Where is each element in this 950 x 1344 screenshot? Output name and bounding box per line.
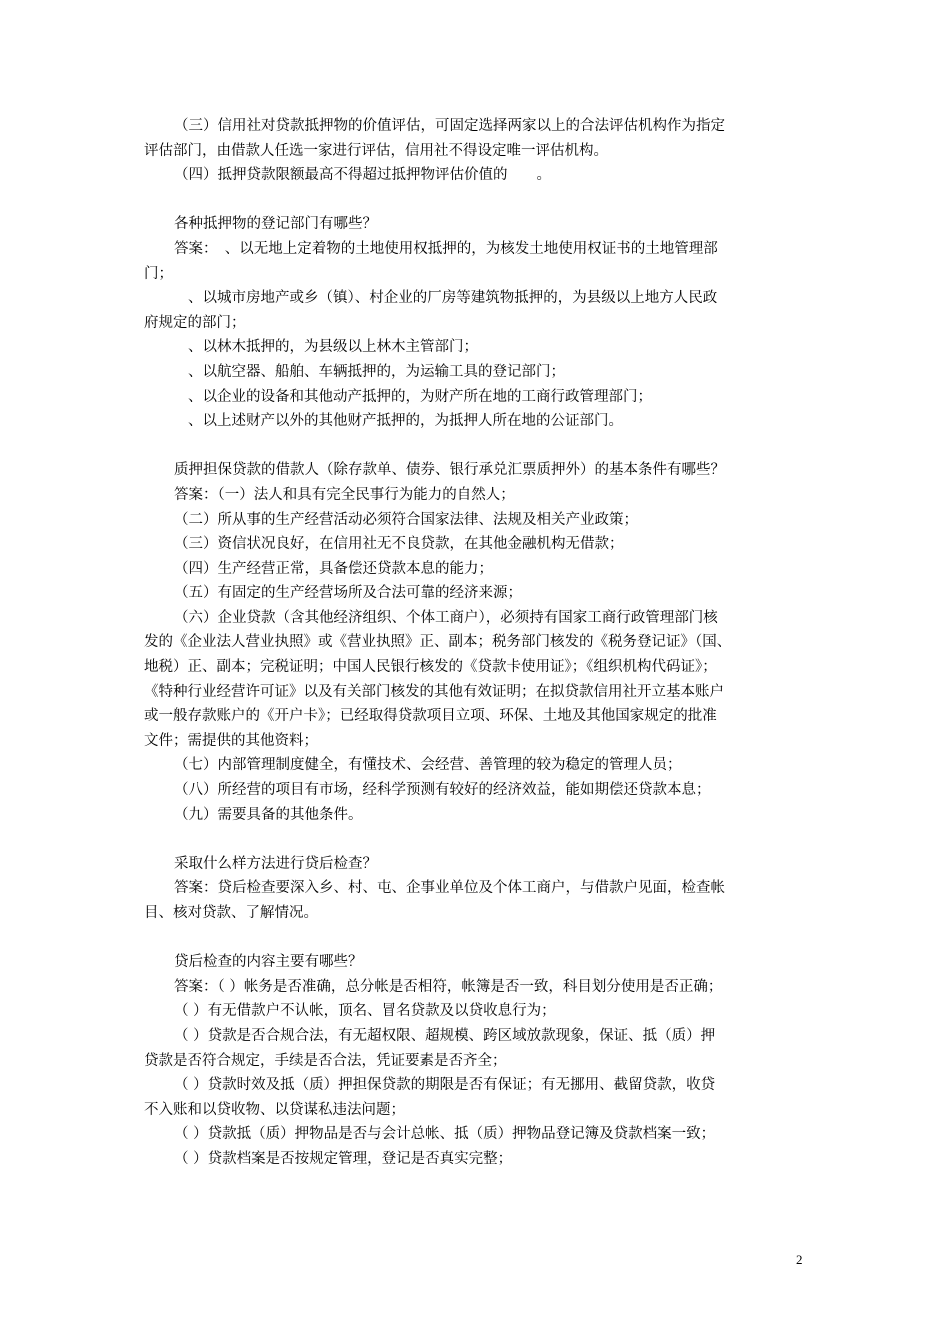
text-line: （九）需要具备的其他条件。 (174, 806, 363, 823)
text-line: 或一般存款账户的《开户卡》；已经取得贷款项目立项、环保、土地及其他国家规定的批准 (144, 708, 717, 725)
text-line: 府规定的部门； (144, 314, 246, 331)
text-line: 贷款是否符合规定，手续是否合法，凭证要素是否齐全； (144, 1052, 507, 1069)
text-line: （七）内部管理制度健全，有懂技术、会经营、善管理的较为稳定的管理人员； (174, 757, 682, 774)
text-line: 发的《企业法人营业执照》或《营业执照》正、副本；税务部门核发的《税务登记证》（国、 (144, 634, 732, 651)
text-line: 、以城市房地产或乡（镇）、村企业的厂房等建筑物抵押的，为县级以上地方人民政 (188, 290, 718, 307)
text-line: （ ）贷款是否合规合法，有无超权限、超规模、跨区域放款现象，保证、抵（质）押 (174, 1027, 716, 1044)
text-line: 不入账和以贷收物、以贷谋私违法问题； (144, 1101, 405, 1118)
text-line: 、以上述财产以外的其他财产抵押的，为抵押人所在地的公证部门。 (188, 413, 623, 430)
text-line: 各种抵押物的登记部门有哪些？ (174, 216, 377, 233)
paragraph-gap (144, 188, 808, 213)
text-line: 、以林木抵押的，为县级以上林木主管部门； (188, 339, 478, 356)
text-line: （八）所经营的项目有市场，经科学预测有较好的经济效益，能如期偿还贷款本息； (174, 782, 711, 799)
text-line: 采取什么样方法进行贷后检查？ (174, 855, 377, 872)
text-line: （五）有固定的生产经营场所及合法可靠的经济来源； (174, 585, 522, 602)
text-line: （三）信用社对贷款抵押物的价值评估，可固定选择两家以上的合法评估机构作为指定 (174, 118, 725, 134)
paragraph-gap (144, 827, 808, 852)
text-line: 答案： 、以无地上定着物的土地使用权抵押的，为核发土地使用权证书的土地管理部 (174, 240, 718, 257)
text-line: 、以航空器、船舶、车辆抵押的，为运输工具的登记部门； (188, 363, 565, 380)
paragraph-gap (144, 926, 808, 951)
text-line: 、以企业的设备和其他动产抵押的，为财产所在地的工商行政管理部门； (188, 388, 652, 405)
text-line: 《特种行业经营许可证》以及有关部门核发的其他有效证明；在拟贷款信用社开立基本账户 (144, 683, 724, 700)
text-line: 答案：（一）法人和具有完全民事行为能力的自然人； (174, 486, 515, 503)
text-line: （二）所从事的生产经营活动必须符合国家法律、法规及相关产业政策； (174, 511, 638, 528)
document-body (144, 114, 808, 1172)
text-line: 质押担保贷款的借款人（除存款单、债券、银行承兑汇票质押外）的基本条件有哪些？ (174, 462, 725, 479)
text-line: 贷后检查的内容主要有哪些？ (174, 954, 363, 971)
text-line: 答案：贷后检查要深入乡、村、屯、企事业单位及个体工商户，与借款户见面，检查帐 (174, 880, 725, 897)
paragraph-gap (144, 434, 808, 459)
text-line: （四）生产经营正常，具备偿还贷款本息的能力； (174, 560, 493, 577)
text-line: 评估部门，由借款人任选一家进行评估，信用社不得设定唯一评估机构。 (144, 142, 608, 159)
text-line: （六）企业贷款（含其他经济组织、个体工商户），必须持有国家工商行政管理部门核 (174, 609, 718, 626)
text-line: 地税）正、副本；完税证明；中国人民银行核发的《贷款卡使用证》；《组织机构代码证》； (144, 659, 717, 676)
text-line: （三）资信状况良好，在信用社无不良贷款，在其他金融机构无借款； (174, 536, 624, 553)
text-line: （ ）贷款档案是否按规定管理，登记是否真实完整； (174, 1150, 513, 1167)
text-line: （ ）有无借款户不认帐，顶名、冒名贷款及以贷收息行为； (174, 1003, 556, 1020)
text-line: 目、核对贷款、了解情况。 (144, 905, 318, 921)
text-line: （ ）贷款抵（质）押物品是否与会计总帐、抵（质）押物品登记簿及贷款档案一致； (174, 1126, 716, 1143)
text-line: 文件；需提供的其他资料； (144, 732, 318, 749)
text-line: 门； (144, 265, 173, 282)
page-number: 2 (796, 1252, 803, 1267)
text-line: （四）抵押贷款限额最高不得超过抵押物评估价值的 。 (174, 167, 551, 184)
text-line: 答案：（ ）帐务是否准确，总分帐是否相符，帐簿是否一致，科目划分使用是否正确； (174, 978, 723, 995)
text-line: （ ）贷款时效及抵（质）押担保贷款的期限是否有保证；有无挪用、截留贷款，收贷 (174, 1077, 716, 1094)
